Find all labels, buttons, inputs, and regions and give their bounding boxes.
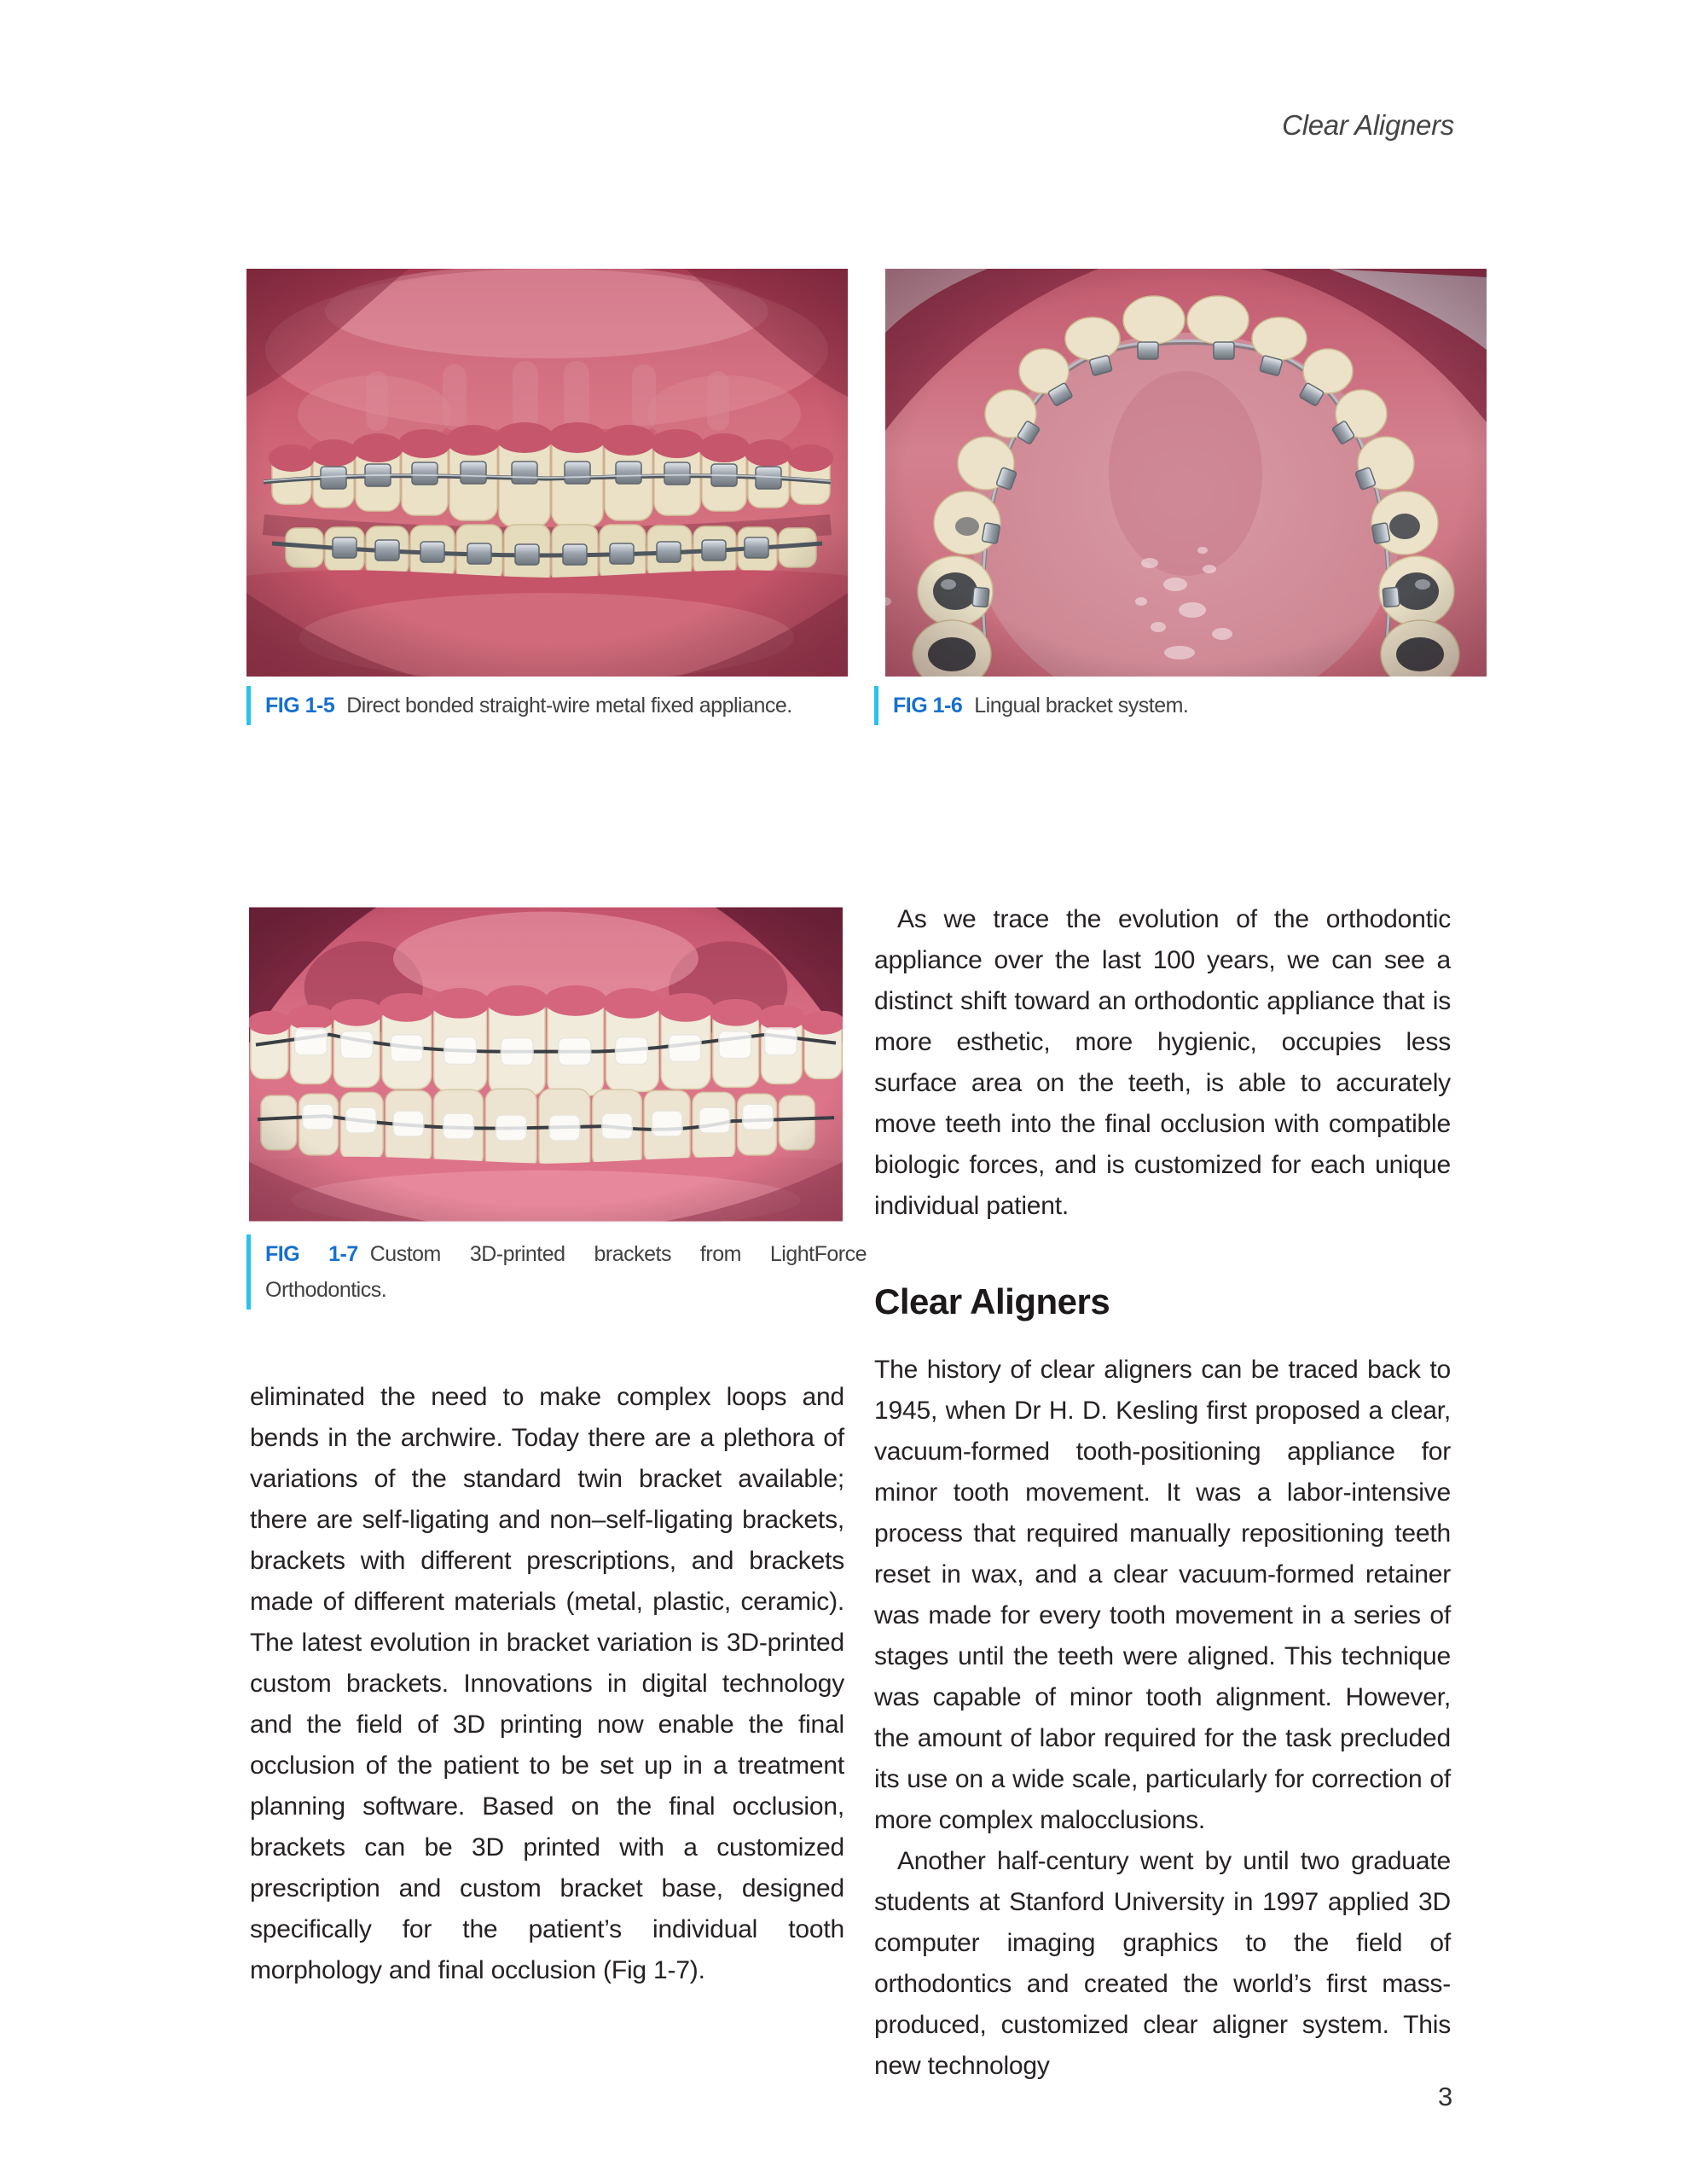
figure-1-6-caption-text: Lingual bracket system.	[974, 694, 1189, 717]
stanford-paragraph: Another half-century went by until two graduate students at Stanford University in 1997 applied 3D computer imaging graphics to the field of orthodontics and created the world’s first mass-produced, customized clear aligner system. This new technology	[874, 1847, 1451, 2080]
right-column	[874, 899, 1451, 2087]
left-column	[250, 1377, 844, 1991]
intro-paragraph: As we trace the evolution of the orthodontic appliance over the last 100 years, we can see a distinct shift toward an orthodontic appliance that is more esthetic, more hygienic, occupies less surface area on the teeth, is able to accurately move teeth into the final occlusion with compatible biologic forces, and is customized for each unique individual patient.	[874, 905, 1451, 1220]
figure-1-7-caption	[246, 1234, 867, 1310]
figure-1-5-photo	[246, 269, 848, 677]
figure-1-6-caption	[874, 686, 1490, 725]
page-number: 3	[1438, 2082, 1453, 2111]
intraoral-frontal-clear-braces-art	[249, 907, 843, 1222]
figure-1-7-photo	[249, 907, 843, 1222]
figure-1-5-label: FIG 1-5	[265, 694, 335, 717]
figure-1-5-caption-text: Direct bonded straight-wire metal fixed appliance.	[346, 694, 792, 717]
running-head: Clear Aligners	[1282, 109, 1454, 141]
figure-1-6-photo	[885, 269, 1487, 677]
intraoral-frontal-metal-braces-art	[246, 269, 848, 677]
figure-1-6-label: FIG 1-6	[893, 694, 963, 717]
left-column-paragraph: eliminated the need to make complex loops and bends in the archwire. Today there are a plethora of variations of the standard twin bracket available; there are self-ligating and non–self-ligating brackets, brackets with different prescriptions, and brackets made of different materials (metal, plastic, ceramic). The latest evolution in bracket variation is 3D-printed custom brackets. Innovations in digital technology and the field of 3D printing now enable the final occlusion of the patient to be set up in a treatment planning software. Based on the final occlusion, brackets can be 3D printed with a customized prescription and custom bracket base, designed specifically for the patient’s individual tooth morphology and final occlusion (Fig 1-7).	[250, 1383, 844, 1984]
intraoral-occlusal-lingual-braces-art	[885, 269, 1487, 677]
history-paragraph: The history of clear aligners can be traced back to 1945, when Dr H. D. Kesling first proposed a clear, vacuum-formed tooth-positioning appliance for minor tooth movement. It was a labor-intensive process that required manually repositioning teeth reset in wax, and a clear vacuum-formed retainer was made for every tooth movement in a series of stages until the teeth were aligned. This technique was capable of minor tooth alignment. However, the amount of labor required for the task precluded its use on a wide scale, particularly for correction of more complex malocclusions.	[874, 1356, 1451, 1834]
section-heading-clear-aligners: Clear Aligners	[874, 1281, 1110, 1321]
figure-1-5-caption	[246, 686, 888, 725]
figure-1-7-caption-text: Custom 3D-printed brackets from LightForce Orthodontics.	[265, 1242, 867, 1302]
figure-1-7-label: FIG 1-7	[265, 1242, 358, 1266]
